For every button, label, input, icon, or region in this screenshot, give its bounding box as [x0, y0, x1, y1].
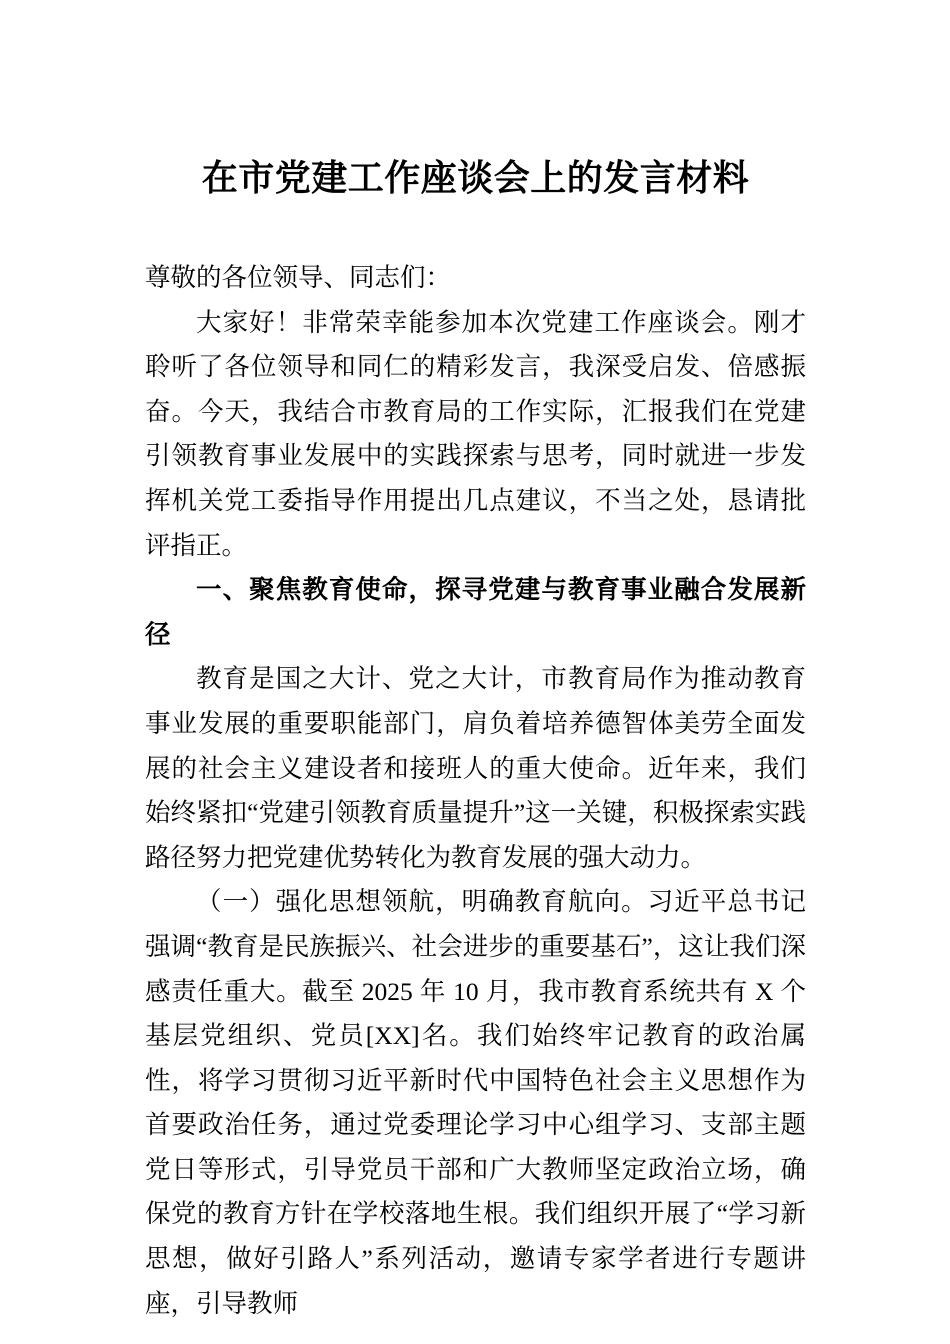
paragraph-opening: 大家好！非常荣幸能参加本次党建工作座谈会。刚才聆听了各位领导和同仁的精彩发言，我深受启发、倍感振奋。今天，我结合市教育局的工作实际，汇报我们在党建引领教育事业发展中的实践探索与思考，同时就进一步发挥机关党工委指导作用提出几点建议，不当之处，恳请批评指正。 [145, 307, 806, 560]
paragraph-subsection-one: （一）强化思想领航，明确教育航向。习近平总书记强调“教育是民族振兴、社会进步的重要基石”，这让我们深感责任重大。截至 2025 年 10 月，我市教育系统共有 X 个基层党组织、党员[XX]名。我们始终牢记教育的政治属性，将学习贯彻习近平新时代中国特色社会主义思想作为首要政治任务，通过党委理论学习中心组学习、支部主题党日等形式，引导党员干部和广大教师坚定政治立场，确保党的教育方针在学校落地生根。我们组织开展了“学习新思想，做好引路人”系列活动，邀请专家学者进行专题讲座，引导教师 [145, 887, 806, 1318]
paragraph-section-intro: 教育是国之大计、党之大计，市教育局作为推动教育事业发展的重要职能部门，肩负着培养德智体美劳全面发展的社会主义建设者和接班人的重大使命。近年来，我们始终紧扣“党建引领教育质量提升”这一关键，积极探索实践路径努力把党建优势转化为教育发展的强大动力。 [145, 664, 806, 872]
salutation-line: 尊敬的各位领导、同志们： [145, 263, 452, 292]
section-heading-one: 一、聚焦教育使命，探寻党建与教育事业融合发展新径 [145, 576, 806, 649]
document-title: 在市党建工作座谈会上的发言材料 [201, 158, 750, 198]
